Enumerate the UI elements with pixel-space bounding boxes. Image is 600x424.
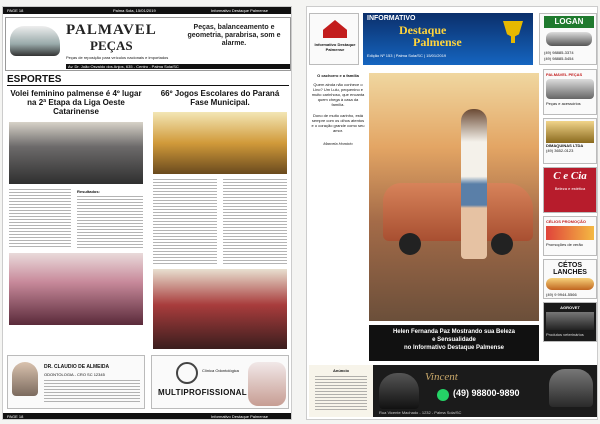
- pecas-brand: PEÇAS: [90, 38, 133, 53]
- left-header-date: Palma Sola, 15/01/2019: [113, 8, 156, 13]
- logan-brand: LOGAN: [544, 16, 594, 28]
- cover-caption: [369, 325, 539, 361]
- article2-body-col1: [153, 179, 217, 265]
- side-ad-cetos-title: CÉTOS LANCHES: [553, 262, 587, 276]
- left-header-page: PAGE 18: [7, 8, 24, 13]
- section-rule: [7, 85, 289, 86]
- tooth-logo-icon: [176, 362, 198, 384]
- volleyball-team-photo: [9, 122, 143, 184]
- caption-line2: e Sensualidade: [432, 337, 476, 343]
- side-ad-dimaquinas[interactable]: [543, 118, 597, 164]
- dentist-details: [44, 380, 140, 402]
- side-ad-celios-image: [546, 226, 594, 240]
- left-header-paper: Informativo Destaque Palmense: [211, 8, 268, 13]
- bottom-ad-contact-box: [309, 365, 373, 417]
- side-ad-ccia-line: Beleza e estética: [554, 186, 586, 191]
- palmavel-subline: Peças de reposição para veículos nacionais e importados: [66, 55, 169, 60]
- side-ad-agrovet-line: Produtos veterinários: [546, 332, 584, 337]
- intro-title: O cachorro e a família: [317, 73, 359, 78]
- clinic-ad[interactable]: [151, 355, 289, 409]
- dentist-title: ODONTOLOGIA - CRO SC 12345: [44, 372, 105, 377]
- clinic-brand: MULTIPROFISSIONAL: [158, 388, 247, 397]
- barber-photo-right: [549, 369, 593, 407]
- palmavel-ad-banner[interactable]: [5, 17, 291, 71]
- side-ad-celios-line: Promoções de verão: [546, 242, 583, 247]
- side-ads-column: [543, 69, 597, 369]
- car-wheel-left: [399, 233, 421, 255]
- left-newspaper-page: [2, 6, 292, 420]
- bottom-ad-phone: (49) 98800-9890: [453, 388, 520, 398]
- article1-body-col2: [77, 196, 143, 249]
- logan-phone2: (49) 98885-5454: [544, 56, 574, 61]
- bottom-ad-address: Rua Vicente Machado - 1232 - Palma Sola/SC: [379, 410, 462, 415]
- intro-text-column: [311, 73, 365, 363]
- left-footer-paper: Informativo Destaque Palmense: [211, 414, 268, 419]
- cover-photo: [369, 73, 539, 321]
- side-ad-cetos-image: [546, 278, 594, 290]
- masthead-title-line1: Destaque: [399, 23, 447, 37]
- barber-portrait: [379, 373, 419, 409]
- side-ad-dimaquinas-line: (49) 3652-0123: [546, 148, 574, 153]
- article2-body-col2: [223, 179, 287, 265]
- side-ad-palmavel-line: Peças e acessórios: [546, 101, 581, 106]
- side-ad-palmavel-title: PALMAVEL PEÇAS: [546, 72, 583, 77]
- paper-logo-text: Informativo Destaque Palmense: [314, 42, 356, 52]
- palmavel-slogan: Peças, balanceamento e geometria, parabrisa, som e alarme.: [187, 24, 281, 47]
- left-footer-bar: [3, 413, 292, 420]
- caption-line1: Helen Fernanda Paz Mostrando sua Beleza: [392, 329, 516, 335]
- intro-signature: Marcela Honório: [323, 141, 353, 146]
- side-ad-dimaquinas-image: [546, 121, 594, 143]
- dentist-ad[interactable]: [7, 355, 145, 409]
- dentist-name: DR. CLAUDIO DE ALMEIDA: [44, 364, 110, 370]
- left-footer-page: PAGE 18: [7, 414, 24, 419]
- bottom-ad-contact-title: Anúncio: [333, 368, 349, 373]
- caption-line3: no Informativo Destaque Palmense: [403, 345, 505, 351]
- school-games-photo: [153, 112, 287, 174]
- side-ad-celios-title: CÉLIOS PROMOÇÃO: [546, 219, 587, 224]
- intro-paragraph2: Dono de muito carinho, está sempre com os olhos atentos e o coração grande como seu amor.: [311, 113, 365, 133]
- article1-results-label: Resultados:: [77, 189, 100, 194]
- bottom-ad-vincent[interactable]: [309, 365, 597, 417]
- side-ad-ccia-title: C e Cia: [553, 170, 587, 182]
- masthead-edition: Edição Nº 153 | Palma Sola/SC | 15/01/2019: [367, 53, 447, 58]
- palmavel-brand: PALMAVEL: [66, 22, 157, 38]
- side-ad-agrovet[interactable]: [543, 302, 597, 342]
- logan-product-image: [546, 32, 592, 46]
- trophy-icon: [503, 21, 523, 43]
- dentist-portrait: [12, 362, 38, 396]
- article2-headline: 66º Jogos Escolares do Paraná Fase Municipal.: [160, 89, 280, 107]
- side-ad-agrovet-title: AGROVET: [560, 305, 580, 310]
- side-ad-cetos-line: (49) 9 9944-5566: [546, 292, 577, 297]
- car-image-icon: [10, 26, 60, 56]
- smile-image: [248, 362, 286, 406]
- bottom-ad-brand: Vincent: [425, 371, 458, 383]
- section-title-esportes: ESPORTES: [7, 74, 62, 85]
- basketball-team-photo: [153, 269, 287, 349]
- house-logo-icon: [323, 20, 347, 38]
- logan-ad[interactable]: [539, 13, 597, 65]
- right-newspaper-page: [306, 6, 598, 420]
- side-ad-dimaquinas-title: DIMAQUINAS LTDA: [546, 143, 584, 148]
- car-wheel-right: [491, 233, 513, 255]
- masthead: [363, 13, 533, 65]
- left-header-bar: [3, 7, 292, 14]
- side-ad-ccia[interactable]: [543, 167, 597, 213]
- paper-logo-box: [309, 13, 359, 65]
- orange-car-shape: [383, 183, 533, 241]
- masthead-title-line2: Palmense: [413, 35, 462, 49]
- side-ad-cetos[interactable]: [543, 259, 597, 299]
- model-figure: [461, 109, 487, 259]
- article1-body-col1: [9, 189, 71, 249]
- masthead-kicker: INFORMATIVO: [367, 15, 416, 22]
- palmavel-address: Av. Dr. João Osvaldo dos Anjos, 635 - Centro - Palma Sola/SC: [66, 64, 290, 69]
- side-ad-agrovet-image: [546, 312, 594, 330]
- clinic-tag: Clínica Odontológica: [202, 368, 239, 373]
- article1-headline: Volei feminino palmense é 4º lugar na 2ª Etapa da Liga Oeste Catarinense: [10, 89, 142, 116]
- whatsapp-icon: [437, 389, 449, 401]
- bottom-ad-contact-lines: [315, 376, 367, 412]
- side-ad-palmavel[interactable]: [543, 69, 597, 115]
- side-ad-palmavel-image: [546, 79, 594, 99]
- logan-phone1: (49) 98885-3374: [544, 50, 574, 55]
- side-ad-celios[interactable]: [543, 216, 597, 256]
- volleyball-girls-photo: [9, 253, 143, 325]
- intro-paragraph1: Quem ainda não conhece o Lino? Um Lulu, pequenino e muito carinhoso, que encanta quem chega à casa da família.: [311, 82, 365, 107]
